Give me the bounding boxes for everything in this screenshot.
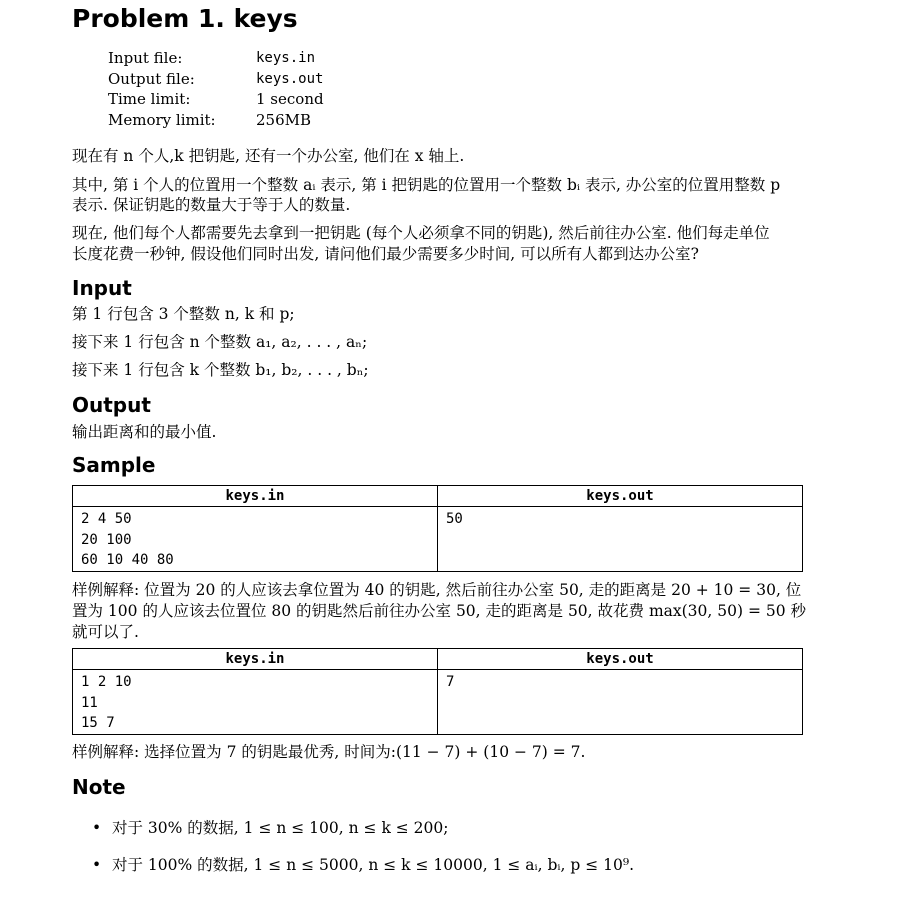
sample-output: 7	[438, 670, 803, 735]
input-line: 接下来 1 行包含 n 个整数 a₁, a₂, . . . , aₙ;	[72, 333, 368, 351]
column-header-output: keys.out	[438, 486, 803, 507]
limit-value: 1 second	[256, 90, 324, 109]
sample-explanation: 置为 100 的人应该去位置位 80 的钥匙然后前往办公室 50, 走的距离是 50, 故花费 max(30, 50) = 50 秒	[72, 602, 807, 620]
output-heading: Output	[72, 393, 151, 417]
statement-paragraph: 表示. 保证钥匙的数量大于等于人的数量.	[72, 196, 351, 214]
input-heading: Input	[72, 276, 132, 300]
sample-table-1	[72, 485, 803, 572]
sample-input: 1 2 10 11 15 7	[73, 670, 438, 735]
limit-label: Input file:	[108, 49, 183, 67]
column-header-input: keys.in	[73, 486, 438, 507]
output-line: 输出距离和的最小值.	[72, 423, 217, 441]
limit-value: 256MB	[256, 111, 312, 130]
limits-table	[108, 48, 324, 131]
limit-label: Output file:	[108, 69, 195, 88]
statement-paragraph: 长度花费一秒钟, 假设他们同时出发, 请问他们最少需要多少时间, 可以所有人都到达办公室?	[72, 245, 699, 263]
statement-paragraph: 其中, 第 i 个人的位置用一个整数 aᵢ 表示, 第 i 把钥匙的位置用一个整数 bᵢ 表示, 办公室的位置用整数 p	[72, 176, 781, 194]
note-item: • 对于 100% 的数据, 1 ≤ n ≤ 5000, n ≤ k ≤ 10000, 1 ≤ aᵢ, bᵢ, p ≤ 10⁹.	[92, 855, 634, 876]
limit-label: Memory limit:	[108, 111, 216, 130]
sample-explanation: 样例解释: 选择位置为 7 的钥匙最优秀, 时间为:(11 − 7) + (10 − 7) = 7.	[72, 743, 586, 761]
note-item: • 对于 30% 的数据, 1 ≤ n ≤ 100, n ≤ k ≤ 200;	[92, 818, 634, 839]
note-heading: Note	[72, 775, 126, 799]
limit-label: Time limit:	[108, 90, 191, 109]
limit-value: keys.in	[256, 50, 316, 66]
limit-value: keys.out	[256, 70, 324, 87]
column-header-input: keys.in	[73, 649, 438, 670]
statement-paragraph: 现在有 n 个人,k 把钥匙, 还有一个办公室, 他们在 x 轴上.	[72, 147, 465, 165]
sample-heading: Sample	[72, 453, 156, 477]
statement-paragraph: 现在, 他们每个人都需要先去拿到一把钥匙 (每个人必须拿不同的钥匙), 然后前往办公室. 他们每走单位	[72, 224, 770, 242]
note-list	[72, 818, 634, 892]
sample-output: 50	[438, 507, 803, 572]
column-header-output: keys.out	[438, 649, 803, 670]
sample-explanation: 样例解释: 位置为 20 的人应该去拿位置为 40 的钥匙, 然后前往办公室 50, 走的距离是 20 + 10 = 30, 位	[72, 581, 802, 599]
input-line: 第 1 行包含 3 个整数 n, k 和 p;	[72, 305, 295, 323]
page-title: Problem 1. keys	[72, 4, 298, 33]
input-line: 接下来 1 行包含 k 个整数 b₁, b₂, . . . , bₙ;	[72, 361, 369, 379]
sample-explanation: 就可以了.	[72, 623, 139, 641]
sample-input: 2 4 50 20 100 60 10 40 80	[73, 507, 438, 572]
sample-table-2	[72, 648, 803, 735]
